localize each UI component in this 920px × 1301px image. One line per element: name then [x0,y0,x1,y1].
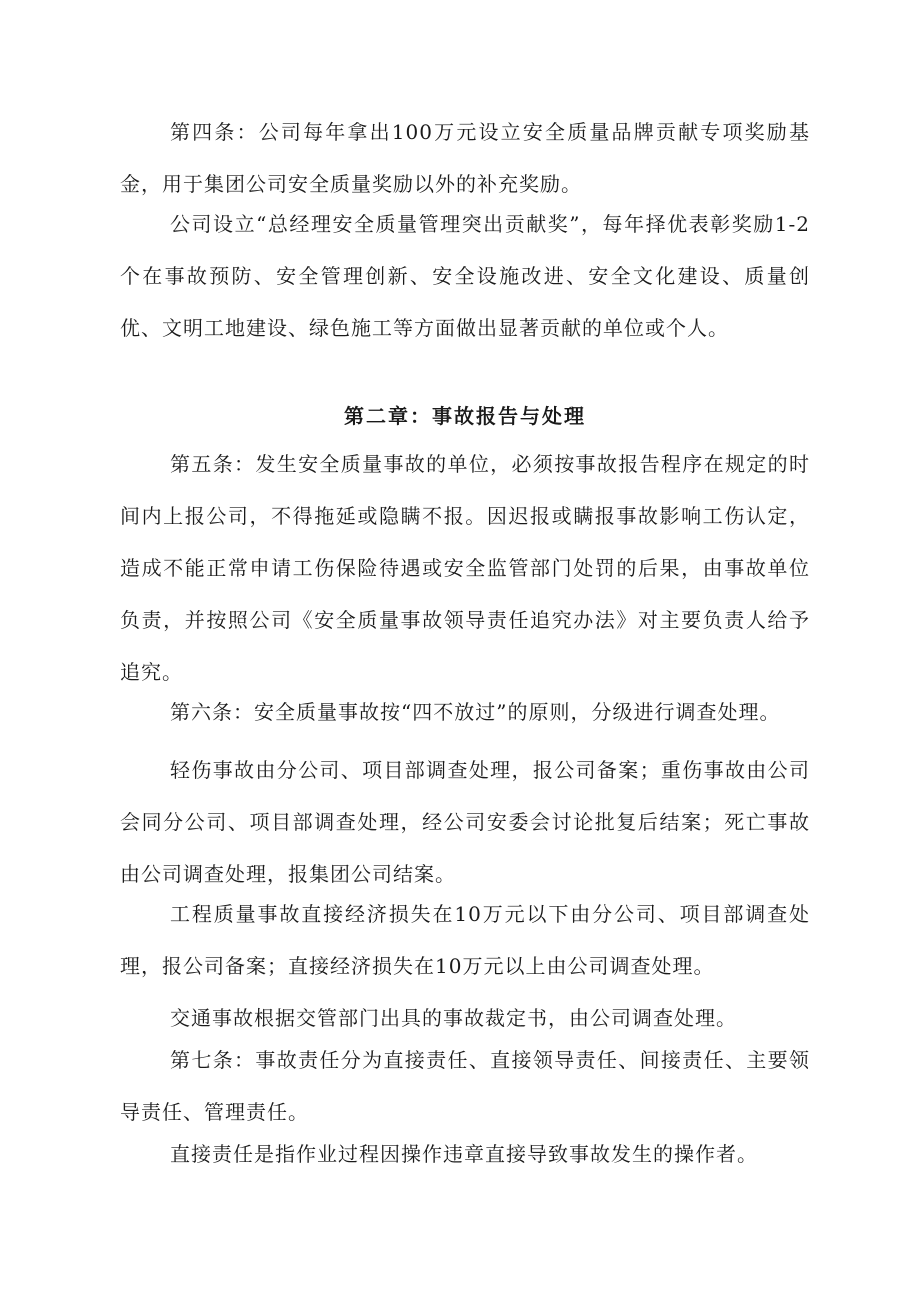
article-7-paragraph: 第七条：事故责任分为直接责任、直接领导责任、间接责任、主要领导责任、管理责任。 [120,1048,810,1124]
award-paragraph: 公司设立“总经理安全质量管理突出贡献奖”，每年择优表彰奖励1-2个在事故预防、安全管理创新、安全设施改进、安全文化建设、质量创优、文明工地建设、绿色施工等方面做出显著贡献的单位或个人。 [120,212,810,340]
article-6-paragraph: 第六条：安全质量事故按“四不放过”的原则，分级进行调查处理。 [170,700,781,724]
traffic-accident-paragraph: 交通事故根据交管部门出具的事故裁定书，由公司调查处理。 [170,1006,737,1030]
article-5-paragraph: 第五条：发生安全质量事故的单位，必须按事故报告程序在规定的时间内上报公司，不得拖延或隐瞒不报。因迟报或瞒报事故影响工伤认定，造成不能正常申请工伤保险待遇或安全监管部门处罚的后果，由事故单位负责，并按照公司《安全质量事故领导责任追究办法》对主要负责人给予追究。 [120,452,810,684]
quality-accident-paragraph: 工程质量事故直接经济损失在10万元以下由分公司、项目部调查处理，报公司备案；直接经济损失在10万元以上由公司调查处理。 [120,902,810,978]
direct-responsibility-paragraph: 直接责任是指作业过程因操作违章直接导致事故发生的操作者。 [170,1142,758,1166]
article-4-paragraph: 第四条：公司每年拿出100万元设立安全质量品牌贡献专项奖励基金，用于集团公司安全质量奖励以外的补充奖励。 [120,120,810,196]
chapter-title: 第二章：事故报告与处理 [344,404,586,428]
injury-handling-paragraph: 轻伤事故由分公司、项目部调查处理，报公司备案；重伤事故由公司会同分公司、项目部调查处理，经公司安委会讨论批复后结案；死亡事故由公司调查处理，报集团公司结案。 [120,758,810,886]
